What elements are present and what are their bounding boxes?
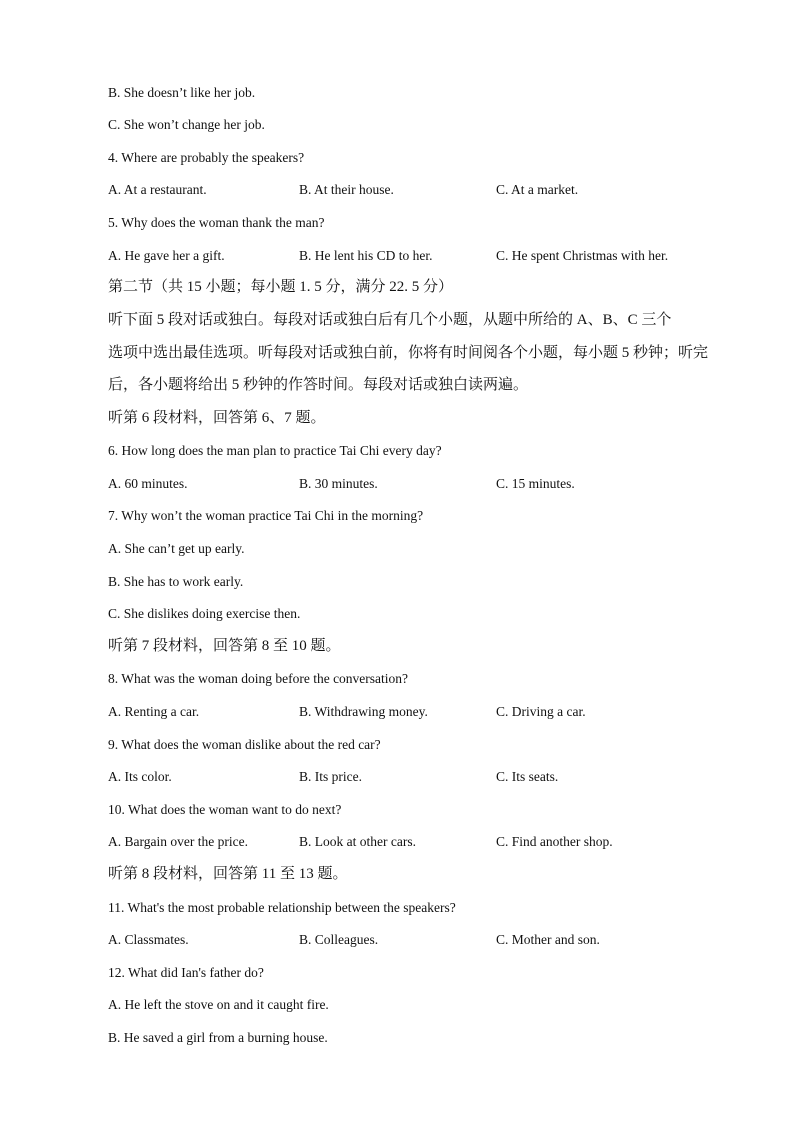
q7-option-c: C. She dislikes doing exercise then. (108, 606, 301, 621)
section2-heading: 第二节（共 15 小题；每小题 1. 5 分，满分 22. 5 分） (108, 279, 454, 295)
q8-option-a: A. Renting a car. (108, 704, 200, 719)
q7-stem: 7. Why won’t the woman practice Tai Chi in the morning? (108, 508, 424, 523)
q8-option-c: C. Driving a car. (496, 704, 586, 719)
material7-heading: 听第 7 段材料，回答第 8 至 10 题。 (108, 638, 341, 654)
q7-option-a: A. She can’t get up early. (108, 541, 245, 556)
q8-stem: 8. What was the woman doing before the conversation? (108, 671, 409, 686)
material8-heading: 听第 8 段材料，回答第 11 至 13 题。 (108, 866, 348, 882)
q3-option-b: B. She doesn’t like her job. (108, 85, 256, 100)
q12-option-b: B. He saved a girl from a burning house. (108, 1030, 328, 1045)
q11-option-c: C. Mother and son. (496, 932, 600, 947)
q6-stem: 6. How long does the man plan to practice Tai Chi every day? (108, 443, 442, 458)
q10-option-c: C. Find another shop. (496, 834, 613, 849)
q10-stem: 10. What does the woman want to do next? (108, 802, 342, 817)
q11-stem: 11. What's the most probable relationship between the speakers? (108, 900, 456, 915)
material6-heading: 听第 6 段材料，回答第 6、7 题。 (108, 410, 326, 426)
q9-option-c: C. Its seats. (496, 769, 559, 784)
section2-instructions-line2: 选项中选出最佳选项。听每段对话或独白前，你将有时间阅各个小题，每小题 5 秒钟；听完 (108, 345, 709, 361)
q11-option-b: B. Colleagues. (299, 932, 379, 947)
q6-option-b: B. 30 minutes. (299, 476, 378, 491)
q9-stem: 9. What does the woman dislike about the red car? (108, 737, 381, 752)
q10-option-a: A. Bargain over the price. (108, 834, 248, 849)
q4-option-b: B. At their house. (299, 182, 394, 197)
q9-option-b: B. Its price. (299, 769, 362, 784)
q7-option-b: B. She has to work early. (108, 574, 244, 589)
q5-option-a: A. He gave her a gift. (108, 248, 225, 263)
q8-option-b: B. Withdrawing money. (299, 704, 428, 719)
q11-option-a: A. Classmates. (108, 932, 189, 947)
section2-instructions-line3: 后，各小题将给出 5 秒钟的作答时间。每段对话或独白读两遍。 (108, 377, 529, 393)
q12-option-a: A. He left the stove on and it caught fire. (108, 997, 329, 1012)
q5-option-c: C. He spent Christmas with her. (496, 248, 669, 263)
q4-option-c: C. At a market. (496, 182, 579, 197)
q5-stem: 5. Why does the woman thank the man? (108, 215, 325, 230)
section2-instructions-line1: 听下面 5 段对话或独白。每段对话或独白后有几个小题，从题中所给的 A、B、C 三个 (108, 312, 672, 328)
q4-option-a: A. At a restaurant. (108, 182, 207, 197)
q5-option-b: B. He lent his CD to her. (299, 248, 433, 263)
q10-option-b: B. Look at other cars. (299, 834, 416, 849)
q6-option-c: C. 15 minutes. (496, 476, 575, 491)
q12-stem: 12. What did Ian's father do? (108, 965, 264, 980)
q9-option-a: A. Its color. (108, 769, 172, 784)
q6-option-a: A. 60 minutes. (108, 476, 188, 491)
q3-option-c: C. She won’t change her job. (108, 117, 265, 132)
q4-stem: 4. Where are probably the speakers? (108, 150, 305, 165)
